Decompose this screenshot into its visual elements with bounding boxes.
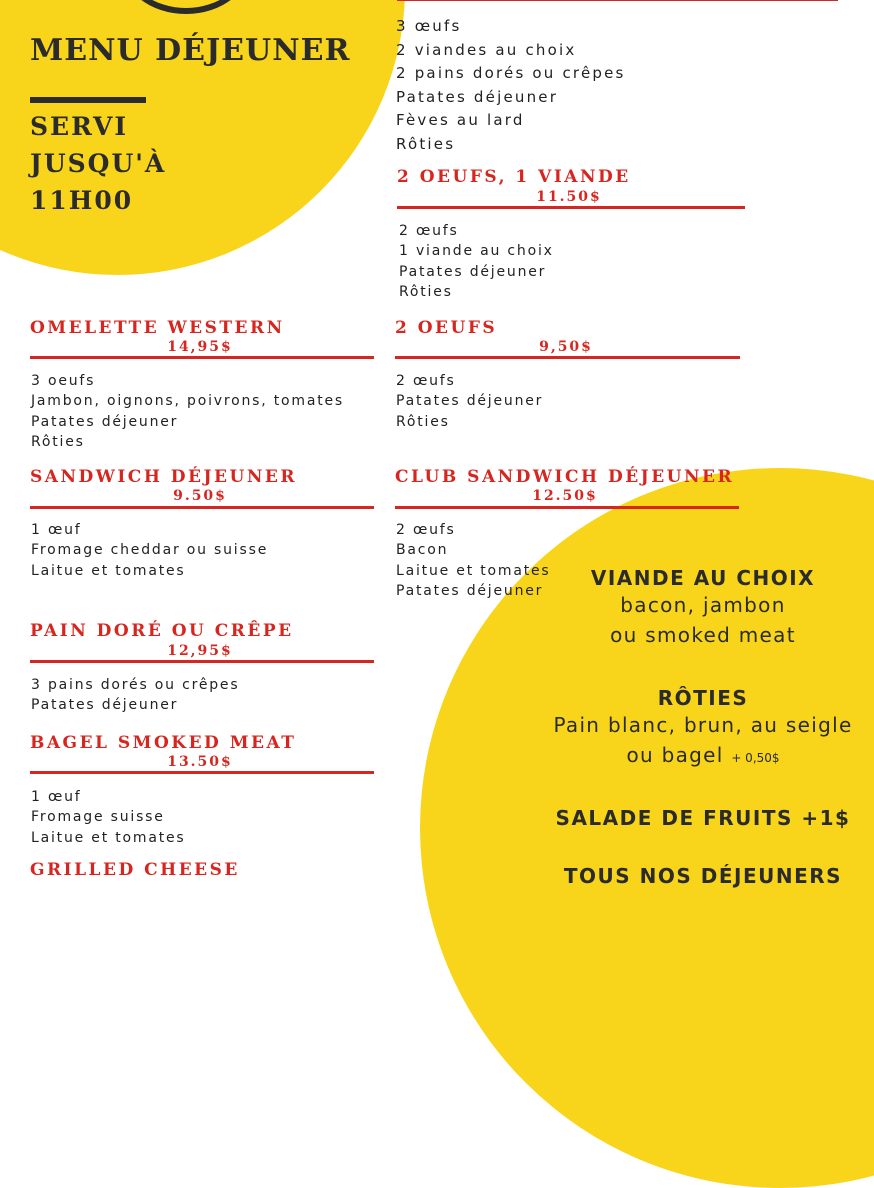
fruit-salad-note (548, 806, 858, 830)
list-item: 2 viandes au choix (396, 40, 577, 59)
list-item: 3 oeufs (31, 373, 96, 389)
served-line: SERVI (30, 112, 129, 141)
price-pain-dore: 12,95$ (167, 643, 233, 659)
list-item: Laitue et tomates (31, 829, 186, 846)
list-item: 1 œuf (31, 522, 82, 538)
served-line: 11H00 (30, 186, 134, 215)
section-items-sandwich (31, 520, 268, 581)
price-omelette: 14,95$ (167, 339, 233, 355)
section-items-omelette (31, 371, 344, 452)
toast-extra-price: + 0,50$ (731, 751, 780, 765)
toast-title: RÔTIES (657, 686, 749, 710)
list-item: Patates déjeuner (31, 413, 179, 430)
list-item: 2 pains dorés ou crêpes (396, 64, 626, 83)
list-item: 1 œuf (31, 789, 82, 805)
section-title-omelette: OMELETTE WESTERN (30, 318, 285, 338)
list-item: 2 œufs (396, 373, 456, 389)
toast-line-2 (548, 740, 858, 773)
section-rule (395, 356, 740, 359)
served-line: JUSQU'À (30, 149, 167, 178)
section-items-two-eggs (396, 371, 543, 432)
price-eggs-meat: 11.50$ (536, 189, 602, 205)
price-bagel: 13.50$ (167, 754, 233, 770)
list-item: Bacon (396, 542, 449, 559)
top-section-rule (397, 0, 838, 1)
list-item: Rôties (396, 134, 456, 153)
section-title-pain-dore: PAIN DORÉ OU CRÊPE (30, 621, 294, 641)
toast-line: Pain blanc, brun, au seigle (553, 713, 853, 737)
meat-choice-title: VIANDE AU CHOIX (590, 566, 816, 590)
section-title-two-eggs: 2 OEUFS (395, 318, 498, 338)
list-item: Laitue et tomates (31, 562, 186, 579)
section-title-grilled: GRILLED CHEESE (30, 860, 240, 880)
section-rule (30, 506, 374, 509)
section-rule (30, 660, 374, 663)
list-item: Fèves au lard (396, 111, 525, 130)
list-item: Laitue et tomates (396, 562, 551, 579)
top-section-items (396, 15, 626, 157)
list-item: Patates déjeuner (31, 697, 179, 714)
section-rule (395, 506, 739, 509)
all-breakfasts-text: TOUS NOS DÉJEUNERS (563, 864, 843, 888)
list-item: Rôties (31, 433, 85, 450)
price-two-eggs: 9,50$ (539, 339, 593, 355)
fruit-salad-text: SALADE DE FRUITS +1$ (555, 806, 851, 830)
list-item: Fromage cheddar ou suisse (31, 542, 269, 559)
list-item: 3 œufs (396, 17, 462, 35)
list-item: Patates déjeuner (396, 393, 544, 410)
section-title-eggs-meat: 2 OEUFS, 1 VIANDE (397, 167, 631, 187)
section-rule (397, 206, 745, 209)
meat-choice-line: bacon, jambon (620, 593, 786, 617)
section-rule (30, 771, 374, 774)
list-item: Patates déjeuner (396, 582, 544, 599)
list-item: Fromage suisse (31, 809, 165, 826)
section-items-club (396, 520, 551, 601)
section-title-bagel: BAGEL SMOKED MEAT (30, 733, 297, 753)
meat-choice-note (548, 566, 858, 650)
meat-choice-line: ou smoked meat (610, 623, 796, 647)
all-breakfasts-note (548, 864, 858, 888)
section-title-club: CLUB SANDWICH DÉJEUNER (395, 467, 735, 487)
list-item: Jambon, oignons, poivrons, tomates (31, 393, 344, 410)
section-items-eggs-meat (399, 221, 554, 302)
list-item: 3 pains dorés ou crêpes (31, 677, 240, 693)
served-until (30, 108, 166, 219)
toast-line-text: ou bagel (626, 743, 724, 767)
toast-note (548, 686, 858, 773)
title-divider (30, 97, 146, 103)
section-title-sandwich: SANDWICH DÉJEUNER (30, 467, 297, 487)
list-item: Patates déjeuner (399, 263, 547, 280)
list-item: 2 œufs (399, 223, 459, 239)
list-item: 1 viande au choix (399, 243, 554, 260)
section-items-bagel (31, 787, 186, 848)
list-item: Rôties (396, 413, 450, 430)
section-items-pain-dore (31, 675, 239, 716)
list-item: 2 œufs (396, 522, 456, 538)
menu-title: MENU DÉJEUNER (30, 33, 351, 68)
section-rule (30, 356, 374, 359)
list-item: Patates déjeuner (396, 87, 559, 106)
list-item: Rôties (399, 283, 453, 300)
price-sandwich: 9.50$ (173, 488, 227, 504)
price-club: 12.50$ (532, 488, 598, 504)
